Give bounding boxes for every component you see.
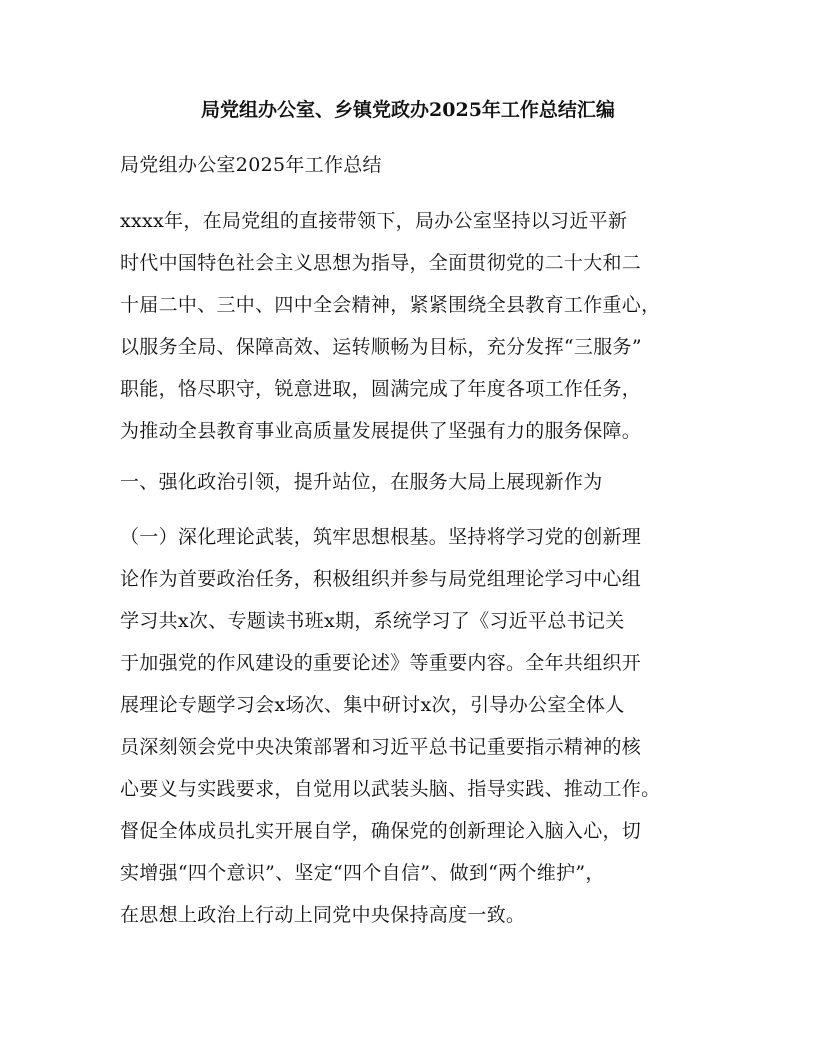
paragraph-line: 于加强党的作风建设的重要论述》等重要内容。全年共组织开 — [120, 652, 642, 674]
paragraph-line: 职能，恪尽职守，锐意进取，圆满完成了年度各项工作任务， — [120, 378, 642, 400]
document-title: 局党组办公室、乡镇党政办2025年工作总结汇编 — [201, 99, 615, 121]
paragraph-line: 学习共x次、专题读书班x期，系统学习了《习近平总书记关 — [120, 610, 625, 632]
paragraph-line: xxxx年，在局党组的直接带领下，局办公室坚持以习近平新 — [120, 210, 628, 232]
paragraph-line: 员深刻领会党中央决策部署和习近平总书记重要指示精神的核 — [120, 736, 642, 758]
paragraph-line: 以服务全局、保障高效、运转顺畅为目标，充分发挥“三服务” — [120, 336, 642, 358]
paragraph-line: 实增强“四个意识”、坚定“四个自信”、做到“两个维护”， — [120, 862, 605, 884]
paragraph-line: 为推动全县教育事业高质量发展提供了坚强有力的服务保障。 — [120, 420, 642, 442]
section-heading: 一、强化政治引领，提升站位，在服务大局上展现新作为 — [120, 471, 603, 493]
document-subtitle: 局党组办公室2025年工作总结 — [120, 154, 382, 176]
paragraph-line: 心要义与实践要求，自觉用以武装头脑、指导实践、推动工作。 — [120, 778, 661, 800]
paragraph-line: （一）深化理论武装，筑牢思想根基。坚持将学习党的创新理 — [120, 526, 642, 548]
paragraph-line: 论作为首要政治任务，积极组织并参与局党组理论学习中心组 — [120, 568, 642, 590]
paragraph-line: 十届二中、三中、四中全会精神，紧紧围绕全县教育工作重心， — [120, 294, 661, 316]
paragraph-line: 展理论专题学习会x场次、集中研讨x次，引导办公室全体人 — [120, 694, 625, 716]
paragraph-line: 督促全体成员扎实开展自学，确保党的创新理论入脑入心，切 — [120, 820, 642, 842]
paragraph-line: 在思想上政治上行动上同党中央保持高度一致。 — [120, 904, 526, 926]
paragraph-line: 时代中国特色社会主义思想为指导，全面贯彻党的二十大和二 — [120, 252, 642, 274]
